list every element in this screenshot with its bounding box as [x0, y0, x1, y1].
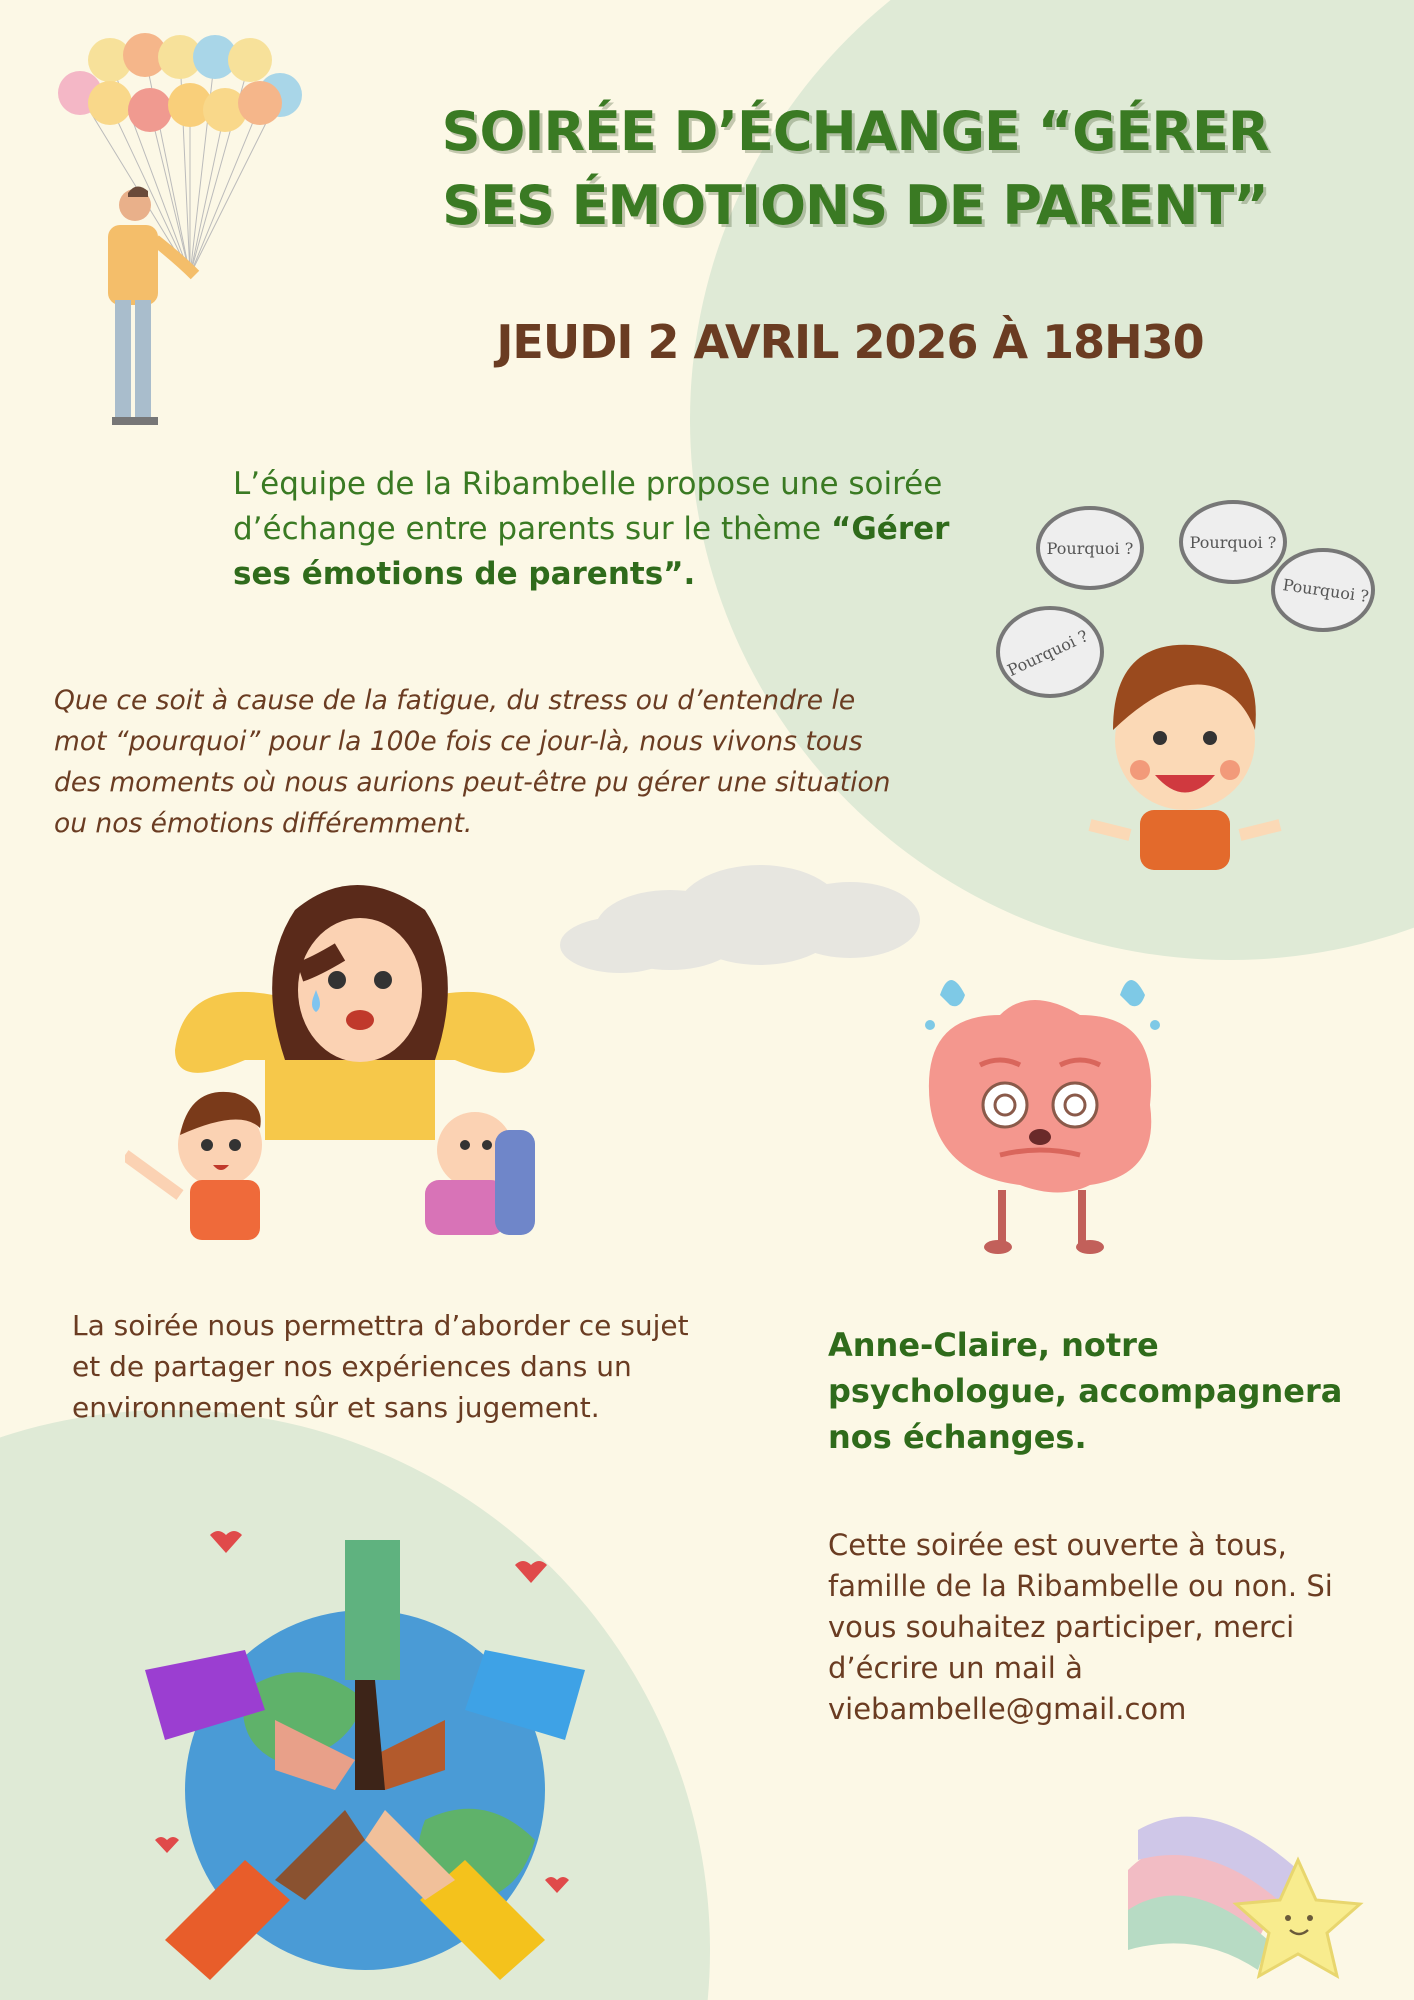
- intro-theme: “Gérer ses émotions de parents”.: [233, 511, 950, 592]
- curious-boy-illustration: [985, 480, 1405, 890]
- man-figure: [108, 186, 195, 425]
- emoji-balloons: [58, 33, 302, 132]
- psychologist-paragraph: Anne-Claire, notre psychologue, accompagnera nos échanges.: [828, 1326, 1343, 1456]
- balloon-man-illustration: [40, 25, 320, 435]
- stressed-mother-illustration: [125, 880, 595, 1240]
- share-paragraph: La soirée nous permettra d’aborder ce sujet et de partager nos expériences dans un environnement sûr et sans jugement.: [72, 1309, 689, 1424]
- toddler-figure: [125, 1092, 262, 1240]
- bubble-text: Pourquoi ?: [1281, 575, 1371, 606]
- boy-figure: [1090, 645, 1280, 870]
- bubble-text: Pourquoi ?: [1004, 626, 1091, 680]
- globe-hands-illustration: [125, 1520, 605, 2000]
- bubble-text: Pourquoi ?: [1189, 533, 1277, 552]
- contact-paragraph: Cette soirée est ouverte à tous, famille de la Ribambelle ou non. Si vous souhaitez participer, merci d’écrire un mail à viebambelle@gmail.com: [828, 1528, 1333, 1726]
- event-date: JEUDI 2 AVRIL 2026 À 18H30: [496, 315, 1204, 369]
- quote-paragraph: Que ce soit à cause de la fatigue, du stress ou d’entendre le mot “pourquoi” pour la 100e fois ce jour-là, nous vivons tous des moments où nous aurions peut-être pu gérer une situation ou nos émotions différemment.: [54, 685, 891, 839]
- intro-text: L’équipe de la Ribambelle propose une soirée d’échange entre parents sur le thème: [233, 466, 943, 547]
- dizzy-brain-illustration: [890, 965, 1190, 1265]
- bubble-text: Pourquoi ?: [1046, 539, 1134, 558]
- baby-figure: [425, 1112, 535, 1235]
- cloud-shape: [560, 865, 920, 973]
- page-title: SOIRÉE D’ÉCHANGE “GÉRER SES ÉMOTIONS DE PARENT”: [441, 100, 1269, 237]
- shooting-star-illustration: [1118, 1790, 1378, 1990]
- intro-paragraph: [233, 462, 1013, 597]
